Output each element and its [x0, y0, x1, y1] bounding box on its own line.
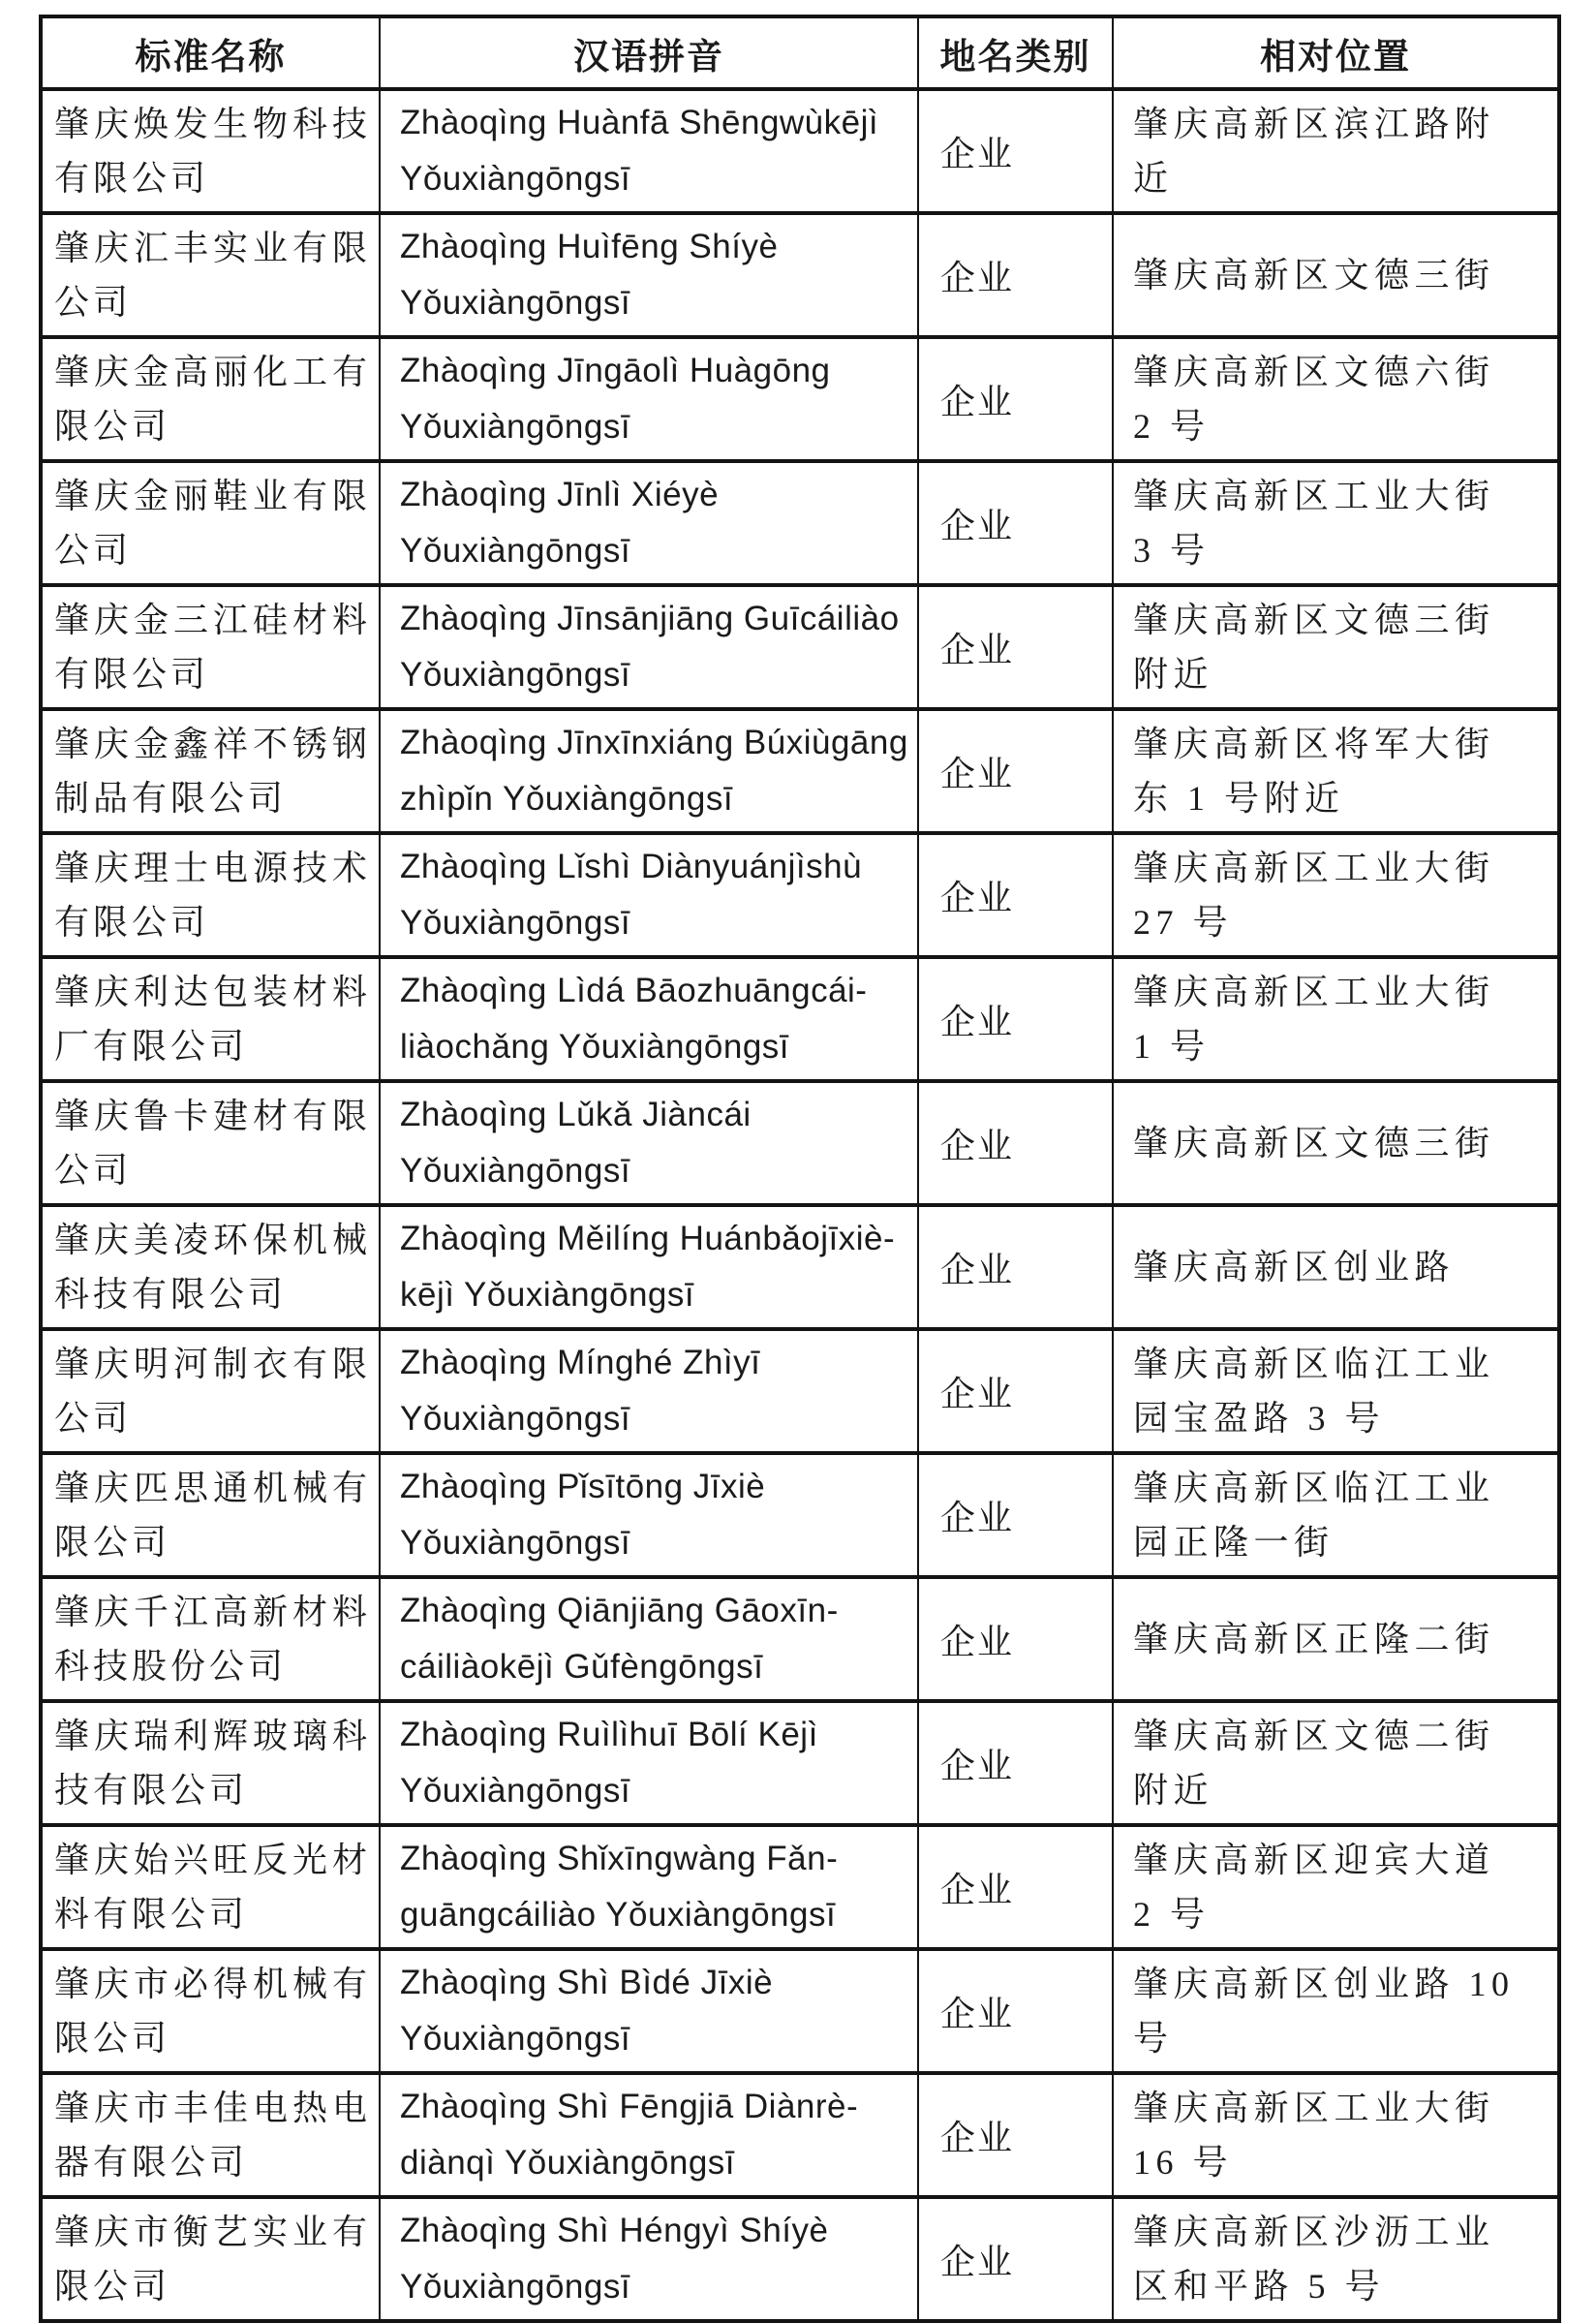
cell-location: 肇庆高新区迎宾大道 2 号 — [1113, 1825, 1559, 1949]
cell-category: 企业 — [918, 89, 1113, 213]
cell-standard-name: 肇庆焕发生物科技有限公司 — [41, 89, 380, 213]
table-row — [41, 585, 1559, 709]
cell-category: 企业 — [918, 213, 1113, 337]
table-row — [41, 461, 1559, 585]
table-row — [41, 337, 1559, 461]
cell-standard-name: 肇庆市衡艺实业有限公司 — [41, 2197, 380, 2321]
cell-location: 肇庆高新区创业路 — [1113, 1205, 1559, 1329]
cell-standard-name: 肇庆始兴旺反光材料有限公司 — [41, 1825, 380, 1949]
cell-pinyin: Zhàoqìng Jīnxīnxiáng Búxiùgāng zhìpǐn Yǒuxiàngōngsī — [380, 709, 918, 833]
cell-standard-name: 肇庆利达包装材料厂有限公司 — [41, 957, 380, 1081]
cell-pinyin: Zhàoqìng Huànfā Shēngwùkējì Yǒuxiàngōngsī — [380, 89, 918, 213]
cell-location: 肇庆高新区工业大街 27 号 — [1113, 833, 1559, 957]
place-name-table — [39, 15, 1561, 2323]
cell-location: 肇庆高新区文德三街 — [1113, 213, 1559, 337]
cell-category: 企业 — [918, 1453, 1113, 1577]
cell-pinyin: Zhàoqìng Jīnlì Xiéyè Yǒuxiàngōngsī — [380, 461, 918, 585]
cell-pinyin: Zhàoqìng Jīngāolì Huàgōng Yǒuxiàngōngsī — [380, 337, 918, 461]
cell-category: 企业 — [918, 1701, 1113, 1825]
cell-standard-name: 肇庆美凌环保机械科技有限公司 — [41, 1205, 380, 1329]
cell-pinyin: Zhàoqìng Ruìlìhuī Bōlí Kējì Yǒuxiàngōngsī — [380, 1701, 918, 1825]
cell-pinyin: Zhàoqìng Shì Héngyì Shíyè Yǒuxiàngōngsī — [380, 2197, 918, 2321]
table-row — [41, 709, 1559, 833]
cell-category: 企业 — [918, 1577, 1113, 1701]
table-row — [41, 1081, 1559, 1205]
cell-pinyin: Zhàoqìng Qiānjiāng Gāoxīn-cáiliàokējì Gǔfèngōngsī — [380, 1577, 918, 1701]
cell-category: 企业 — [918, 833, 1113, 957]
cell-location: 肇庆高新区沙沥工业区和平路 5 号 — [1113, 2197, 1559, 2321]
column-header-standard-name: 标准名称 — [41, 16, 380, 89]
cell-category: 企业 — [918, 585, 1113, 709]
table-row — [41, 213, 1559, 337]
cell-location: 肇庆高新区文德二街附近 — [1113, 1701, 1559, 1825]
cell-standard-name: 肇庆鲁卡建材有限公司 — [41, 1081, 380, 1205]
cell-category: 企业 — [918, 709, 1113, 833]
cell-standard-name: 肇庆金丽鞋业有限公司 — [41, 461, 380, 585]
column-header-location: 相对位置 — [1113, 16, 1559, 89]
cell-category: 企业 — [918, 337, 1113, 461]
cell-category: 企业 — [918, 2197, 1113, 2321]
cell-category: 企业 — [918, 1949, 1113, 2073]
cell-standard-name: 肇庆汇丰实业有限公司 — [41, 213, 380, 337]
cell-location: 肇庆高新区工业大街 3 号 — [1113, 461, 1559, 585]
cell-category: 企业 — [918, 1329, 1113, 1453]
table-row — [41, 1453, 1559, 1577]
cell-pinyin: Zhàoqìng Jīnsānjiāng Guīcáiliào Yǒuxiàngōngsī — [380, 585, 918, 709]
cell-location: 肇庆高新区工业大街 16 号 — [1113, 2073, 1559, 2197]
cell-standard-name: 肇庆金三江硅材料有限公司 — [41, 585, 380, 709]
cell-standard-name: 肇庆理士电源技术有限公司 — [41, 833, 380, 957]
cell-standard-name: 肇庆金鑫祥不锈钢制品有限公司 — [41, 709, 380, 833]
table-row — [41, 2073, 1559, 2197]
cell-category: 企业 — [918, 957, 1113, 1081]
cell-pinyin: Zhàoqìng Lǐshì Diànyuánjìshù Yǒuxiàngōngsī — [380, 833, 918, 957]
cell-pinyin: Zhàoqìng Pǐsītōng Jīxiè Yǒuxiàngōngsī — [380, 1453, 918, 1577]
cell-location: 肇庆高新区滨江路附近 — [1113, 89, 1559, 213]
table-row — [41, 1949, 1559, 2073]
cell-location: 肇庆高新区临江工业园宝盈路 3 号 — [1113, 1329, 1559, 1453]
cell-standard-name: 肇庆市丰佳电热电器有限公司 — [41, 2073, 380, 2197]
table-row — [41, 957, 1559, 1081]
cell-pinyin: Zhàoqìng Lǔkǎ Jiàncái Yǒuxiàngōngsī — [380, 1081, 918, 1205]
cell-standard-name: 肇庆市必得机械有限公司 — [41, 1949, 380, 2073]
cell-pinyin: Zhàoqìng Shì Fēngjiā Diànrè-diànqì Yǒuxiàngōngsī — [380, 2073, 918, 2197]
cell-location: 肇庆高新区临江工业园正隆一街 — [1113, 1453, 1559, 1577]
cell-category: 企业 — [918, 461, 1113, 585]
table-row — [41, 2197, 1559, 2321]
cell-location: 肇庆高新区工业大街 1 号 — [1113, 957, 1559, 1081]
cell-category: 企业 — [918, 1081, 1113, 1205]
column-header-pinyin: 汉语拼音 — [380, 16, 918, 89]
cell-location: 肇庆高新区将军大街东 1 号附近 — [1113, 709, 1559, 833]
cell-category: 企业 — [918, 2073, 1113, 2197]
cell-location: 肇庆高新区文德三街附近 — [1113, 585, 1559, 709]
table-row — [41, 1205, 1559, 1329]
table-row — [41, 1701, 1559, 1825]
cell-category: 企业 — [918, 1205, 1113, 1329]
cell-location: 肇庆高新区创业路 10 号 — [1113, 1949, 1559, 2073]
cell-pinyin: Zhàoqìng Shǐxīngwàng Fǎn-guāngcáiliào Yǒuxiàngōngsī — [380, 1825, 918, 1949]
cell-standard-name: 肇庆瑞利辉玻璃科技有限公司 — [41, 1701, 380, 1825]
cell-pinyin: Zhàoqìng Shì Bìdé Jīxiè Yǒuxiàngōngsī — [380, 1949, 918, 2073]
table-row — [41, 89, 1559, 213]
column-header-category: 地名类别 — [918, 16, 1113, 89]
table-row — [41, 1329, 1559, 1453]
cell-standard-name: 肇庆匹思通机械有限公司 — [41, 1453, 380, 1577]
cell-pinyin: Zhàoqìng Mínghé Zhìyī Yǒuxiàngōngsī — [380, 1329, 918, 1453]
cell-standard-name: 肇庆明河制衣有限公司 — [41, 1329, 380, 1453]
cell-location: 肇庆高新区正隆二街 — [1113, 1577, 1559, 1701]
cell-pinyin: Zhàoqìng Huìfēng Shíyè Yǒuxiàngōngsī — [380, 213, 918, 337]
cell-pinyin: Zhàoqìng Lìdá Bāozhuāngcái-liàochǎng Yǒuxiàngōngsī — [380, 957, 918, 1081]
cell-category: 企业 — [918, 1825, 1113, 1949]
table-row — [41, 1825, 1559, 1949]
cell-location: 肇庆高新区文德六街 2 号 — [1113, 337, 1559, 461]
cell-standard-name: 肇庆千江高新材料科技股份公司 — [41, 1577, 380, 1701]
cell-standard-name: 肇庆金高丽化工有限公司 — [41, 337, 380, 461]
header-row — [41, 16, 1559, 89]
cell-pinyin: Zhàoqìng Měilíng Huánbǎojīxiè-kējì Yǒuxiàngōngsī — [380, 1205, 918, 1329]
cell-location: 肇庆高新区文德三街 — [1113, 1081, 1559, 1205]
table-row — [41, 833, 1559, 957]
table-row — [41, 1577, 1559, 1701]
